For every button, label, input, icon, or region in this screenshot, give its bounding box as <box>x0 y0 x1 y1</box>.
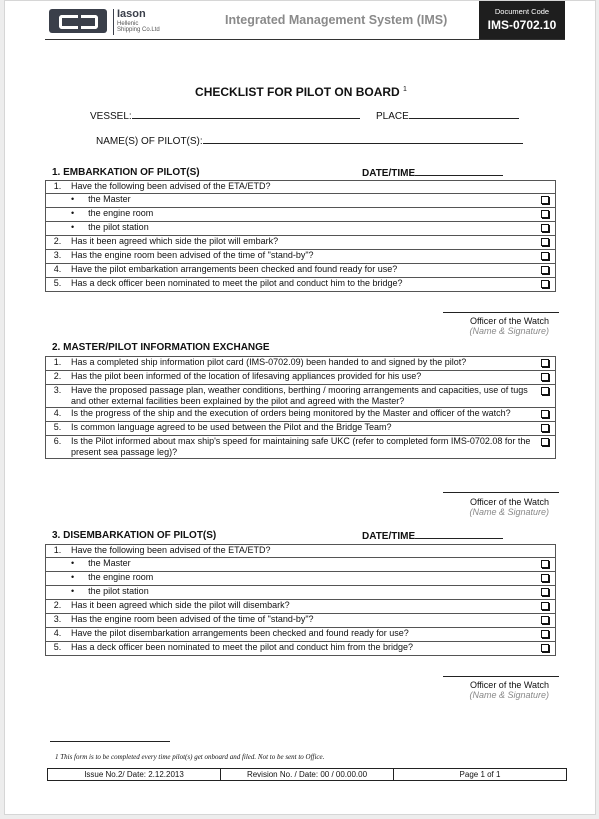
issue-info: Issue No.2/ Date: 2.12.2013 <box>48 769 221 780</box>
checkbox-cell <box>535 628 556 642</box>
checklist-row <box>46 600 556 614</box>
page-number: Page 1 of 1 <box>459 770 501 779</box>
checkbox-icon[interactable] <box>541 560 549 568</box>
sub-item-text: • the pilot station <box>69 586 535 600</box>
checkbox-icon[interactable] <box>541 410 549 418</box>
checklist-row <box>46 236 556 250</box>
checkbox-cell <box>535 208 556 222</box>
question-text: Is the Pilot informed about max ship's speed for maintaining safe UKC (refer to completed form IMS-0702.08 for the present sea passage leg)? <box>69 436 535 459</box>
place-field: PLACE <box>376 110 519 122</box>
sub-item-text: • the Master <box>69 558 535 572</box>
checkbox-cell <box>535 572 556 586</box>
signature-block: Officer of the Watch (Name & Signature) <box>469 497 549 517</box>
checkbox-icon[interactable] <box>541 424 549 432</box>
checklist-table <box>45 544 556 656</box>
item-number <box>46 194 70 208</box>
system-title: Integrated Management System (IMS) <box>225 13 448 27</box>
checkbox-cell <box>535 642 556 656</box>
item-number: 1. <box>46 181 70 194</box>
checkbox-cell <box>535 236 556 250</box>
checkbox-cell <box>535 614 556 628</box>
checkbox-icon[interactable] <box>541 630 549 638</box>
checklist-row <box>46 628 556 642</box>
item-number: 5. <box>46 278 70 292</box>
checkbox-icon[interactable] <box>541 224 549 232</box>
document-code-box <box>479 1 565 39</box>
checkbox-cell <box>535 558 556 572</box>
checklist-row <box>46 371 556 385</box>
checklist-row <box>46 357 556 371</box>
checkbox-icon[interactable] <box>541 266 549 274</box>
question-text: Has a completed ship information pilot card (IMS-0702.09) been handed to and signed by the pilot? <box>69 357 535 371</box>
section-heading: 2. MASTER/PILOT INFORMATION EXCHANGE <box>52 342 270 353</box>
checkbox-icon[interactable] <box>541 359 549 367</box>
checklist-row <box>46 642 556 656</box>
checklist-row <box>46 436 556 459</box>
revision-info: Revision No. / Date: 00 / 00.00.00 <box>221 769 394 780</box>
question-text: Have the proposed passage plan, weather conditions, berthing / mooring arrangements and capacities, use of tugs and other external facilities been explained by the pilot and agreed with the Master? <box>69 385 535 408</box>
section-heading: 1. EMBARKATION OF PILOT(S) <box>52 167 200 178</box>
checkbox-icon[interactable] <box>541 387 549 395</box>
checkbox-cell <box>535 586 556 600</box>
question-text: Is the progress of the ship and the execution of orders being monitored by the Master and officer of the watch? <box>69 408 535 422</box>
item-number: 3. <box>46 614 70 628</box>
checkbox-icon[interactable] <box>541 196 549 204</box>
checkbox-cell <box>535 371 556 385</box>
document-header <box>45 5 565 40</box>
item-number: 2. <box>46 236 70 250</box>
item-number: 1. <box>46 357 70 371</box>
checkbox-icon[interactable] <box>541 574 549 582</box>
checklist-row <box>46 572 556 586</box>
checkbox-icon[interactable] <box>541 644 549 652</box>
question-text: Is common language agreed to be used between the Pilot and the Bridge Team? <box>69 422 535 436</box>
sub-item-text: • the engine room <box>69 572 535 586</box>
item-number <box>46 572 70 586</box>
item-number: 5. <box>46 642 70 656</box>
logo-name: Iason <box>117 8 146 20</box>
pilots-name-field: NAME(S) OF PILOT(S): <box>96 135 523 147</box>
logo-subtitle: Hellenic Shipping Co.Ltd <box>117 21 160 33</box>
datetime-field: DATE/TIME <box>362 167 503 179</box>
logo-mark-icon <box>49 9 107 33</box>
checkbox-cell <box>535 250 556 264</box>
checklist-row <box>46 264 556 278</box>
checkbox-cell <box>535 436 556 459</box>
checklist-row <box>46 545 556 558</box>
item-number: 2. <box>46 600 70 614</box>
checklist-row <box>46 614 556 628</box>
question-text: Has the engine room been advised of the time of "stand-by"? <box>69 614 535 628</box>
checkbox-cell <box>535 545 556 558</box>
sub-item-text: • the engine room <box>69 208 535 222</box>
document-page <box>4 0 596 815</box>
item-number <box>46 558 70 572</box>
checkbox-cell <box>535 194 556 208</box>
checklist-row <box>46 194 556 208</box>
checklist-table <box>45 180 556 292</box>
checklist-row <box>46 222 556 236</box>
item-number: 3. <box>46 250 70 264</box>
question-text: Have the pilot embarkation arrangements been checked and found ready for use? <box>69 264 535 278</box>
vessel-field: VESSEL: <box>90 110 360 122</box>
checkbox-cell <box>535 264 556 278</box>
document-footer <box>47 768 567 781</box>
item-number <box>46 222 70 236</box>
checklist-row <box>46 278 556 292</box>
checkbox-cell <box>535 408 556 422</box>
signature-line <box>443 492 559 493</box>
signature-block: Officer of the Watch (Name & Signature) <box>469 680 549 700</box>
signature-line <box>443 676 559 677</box>
section-heading: 3. DISEMBARKATION OF PILOT(S) <box>52 530 217 541</box>
document-code-label: Document Code <box>494 7 550 16</box>
checkbox-cell <box>535 600 556 614</box>
checkbox-icon[interactable] <box>541 588 549 596</box>
question-text: Has it been agreed which side the pilot will embark? <box>69 236 535 250</box>
signature-block: Officer of the Watch (Name & Signature) <box>469 316 549 336</box>
checkbox-icon[interactable] <box>541 616 549 624</box>
item-number: 4. <box>46 628 70 642</box>
checkbox-icon[interactable] <box>541 438 549 446</box>
checkbox-icon[interactable] <box>541 280 549 288</box>
item-number: 6. <box>46 436 70 459</box>
item-number: 2. <box>46 371 70 385</box>
item-number: 5. <box>46 422 70 436</box>
checkbox-cell <box>535 278 556 292</box>
question-text: Have the following been advised of the ETA/ETD? <box>69 181 535 194</box>
item-number: 3. <box>46 385 70 408</box>
item-number: 4. <box>46 408 70 422</box>
checklist-row <box>46 422 556 436</box>
checkbox-cell <box>535 357 556 371</box>
sub-item-text: • the pilot station <box>69 222 535 236</box>
checklist-title: CHECKLIST FOR PILOT ON BOARD $^1$ <box>195 85 407 99</box>
item-number: 4. <box>46 264 70 278</box>
checklist-row <box>46 181 556 194</box>
item-number <box>46 208 70 222</box>
checklist-row <box>46 408 556 422</box>
company-logo <box>49 7 179 37</box>
datetime-field: DATE/TIME <box>362 530 503 542</box>
question-text: Have the following been advised of the ETA/ETD? <box>69 545 535 558</box>
checkbox-cell <box>535 181 556 194</box>
document-code-value: IMS-0702.10 <box>487 18 557 32</box>
checklist-row <box>46 385 556 408</box>
checkbox-cell <box>535 422 556 436</box>
checkbox-icon[interactable] <box>541 210 549 218</box>
checkbox-icon[interactable] <box>541 238 549 246</box>
checkbox-icon[interactable] <box>541 373 549 381</box>
checklist-table <box>45 356 556 459</box>
question-text: Has the pilot been informed of the location of lifesaving appliances provided for his use? <box>69 371 535 385</box>
sub-item-text: • the Master <box>69 194 535 208</box>
checklist-row <box>46 208 556 222</box>
signature-line <box>443 312 559 313</box>
question-text: Has the engine room been advised of the time of "stand-by"? <box>69 250 535 264</box>
checkbox-cell <box>535 385 556 408</box>
checkbox-cell <box>535 222 556 236</box>
checklist-row <box>46 586 556 600</box>
item-number: 1. <box>46 545 70 558</box>
question-text: Have the pilot disembarkation arrangements been checked and found ready for use? <box>69 628 535 642</box>
checklist-row <box>46 250 556 264</box>
question-text: Has it been agreed which side the pilot will disembark? <box>69 600 535 614</box>
checkbox-icon[interactable] <box>541 602 549 610</box>
question-text: Has a deck officer been nominated to meet the pilot and conduct him from the bridge? <box>69 642 535 656</box>
checkbox-icon[interactable] <box>541 252 549 260</box>
question-text: Has a deck officer been nominated to meet the pilot and conduct him to the bridge? <box>69 278 535 292</box>
checklist-row <box>46 558 556 572</box>
footnote: 1 This form is to be completed every time pilot(s) get onboard and filed. Not to be sent to Office. <box>55 753 325 761</box>
item-number <box>46 586 70 600</box>
